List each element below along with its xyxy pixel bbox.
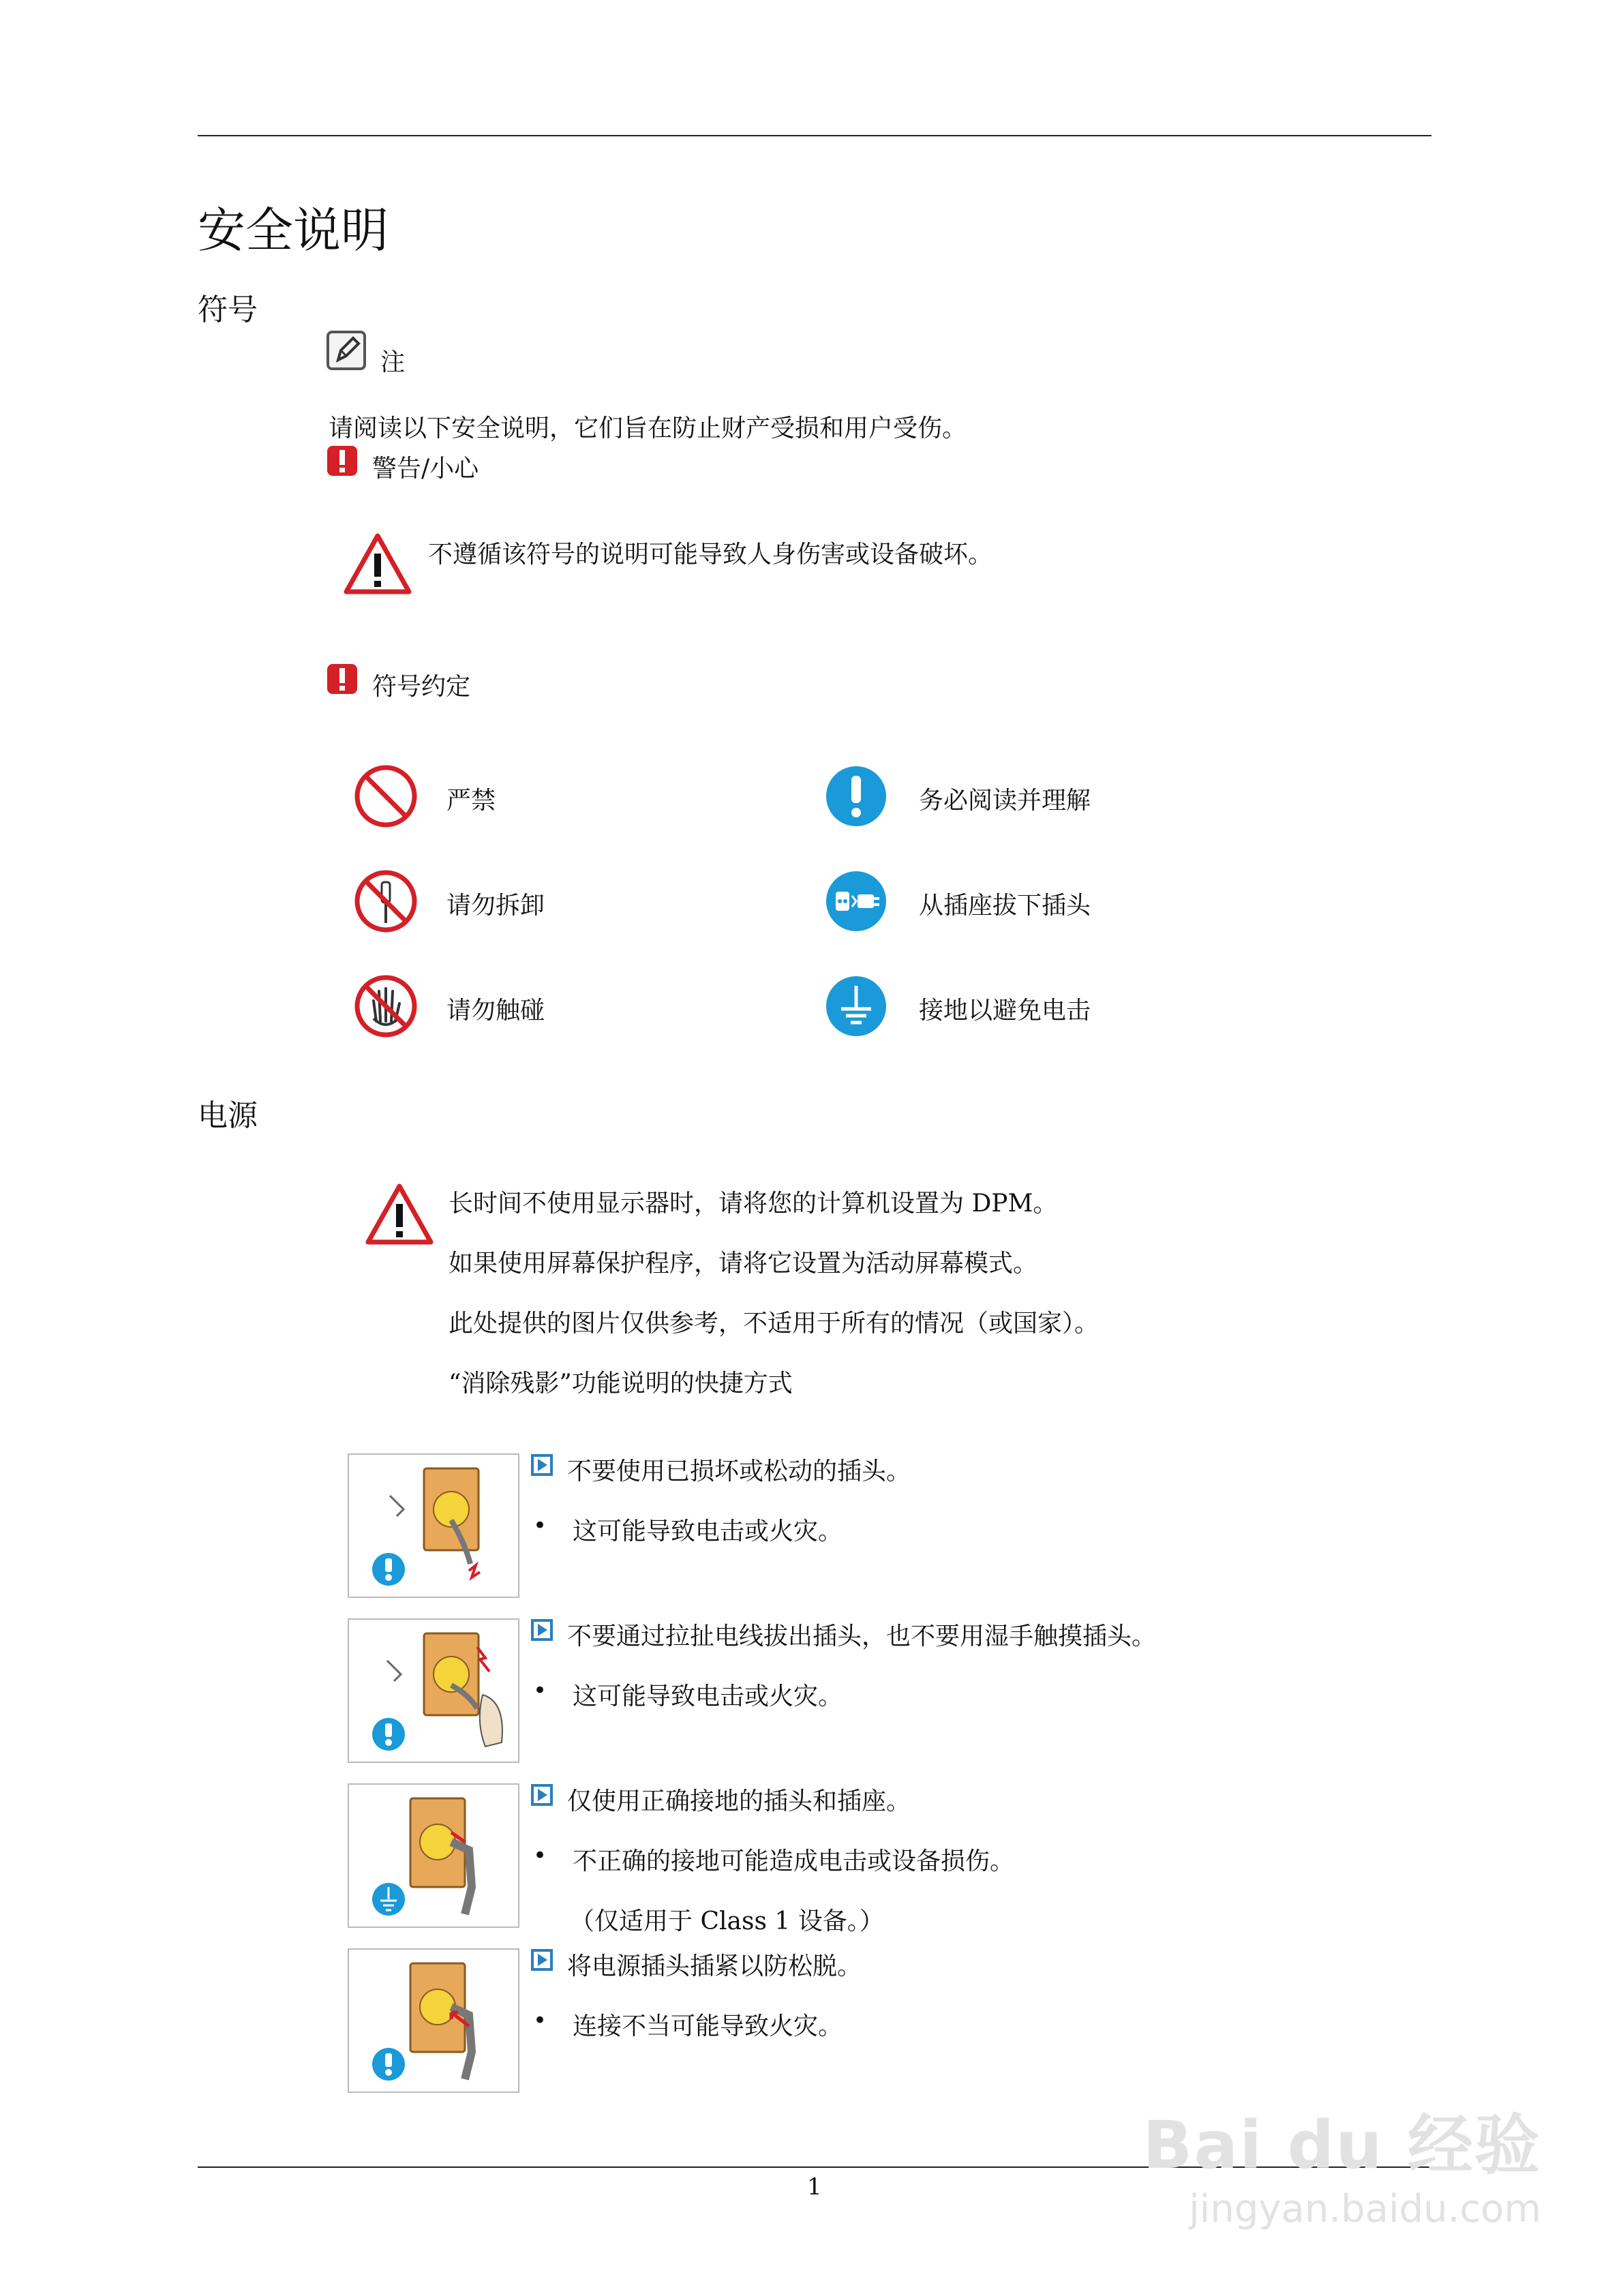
section-heading-symbols: 符号 — [198, 292, 258, 327]
power-item-4-title: 将电源插头插紧以防松脱。 — [567, 1952, 862, 1980]
no-disassembly-icon — [353, 868, 419, 934]
convention-label-unplug: 从插座拔下插头 — [919, 892, 1091, 920]
power-item-1-bullet: 这可能导致电击或火灾。 — [573, 1517, 843, 1545]
illustration-grounded-plug — [348, 1783, 519, 1928]
warning-badge-icon — [326, 444, 359, 477]
illustration-pull-cord — [348, 1618, 519, 1763]
power-item-3-extra: （仅适用于 Class 1 设备。） — [570, 1907, 884, 1935]
power-note-3: 此处提供的图片仅供参考，不适用于所有的情况（或国家）。 — [449, 1310, 1099, 1338]
power-item-1-title: 不要使用已损坏或松动的插头。 — [567, 1457, 911, 1485]
power-item-2-bullet: 这可能导致电击或火灾。 — [573, 1682, 843, 1710]
watermark-url: jingyan.baidu.com — [1189, 2187, 1541, 2231]
illustration-plug-firmly — [348, 1948, 519, 2093]
warning-label: 警告/小心 — [372, 455, 479, 483]
item-arrow-icon — [530, 1783, 553, 1807]
convention-label-no-touch: 请勿触碰 — [446, 997, 545, 1025]
power-note-2: 如果使用屏幕保护程序，请将它设置为活动屏幕模式。 — [449, 1250, 1038, 1278]
must-read-icon — [823, 764, 889, 829]
anti-burn-in-shortcut-link[interactable]: “消除残影”功能说明的快捷方式 — [449, 1370, 793, 1398]
note-label: 注 — [380, 348, 406, 376]
ground-icon — [823, 973, 889, 1039]
prohibited-icon — [353, 764, 419, 829]
warning-text: 不遵循该符号的说明可能导致人身伤害或设备破坏。 — [428, 541, 993, 569]
bullet-icon: • — [533, 1842, 547, 1869]
convention-label-prohibited: 严禁 — [446, 787, 496, 815]
convention-label-must-read: 务必阅读并理解 — [919, 787, 1091, 815]
bullet-icon: • — [533, 1677, 547, 1704]
convention-label-no-disassembly: 请勿拆卸 — [446, 892, 545, 920]
convention-label-ground: 接地以避免电击 — [919, 997, 1091, 1025]
power-item-3-title: 仅使用正确接地的插头和插座。 — [567, 1787, 911, 1815]
intro-text: 请阅读以下安全说明，它们旨在防止财产受损和用户受伤。 — [329, 414, 967, 442]
item-arrow-icon — [530, 1618, 553, 1642]
power-item-4-bullet: 连接不当可能导致火灾。 — [573, 2012, 843, 2040]
power-item-3-bullet: 不正确的接地可能造成电击或设备损伤。 — [573, 1847, 1015, 1875]
header-rule — [198, 135, 1431, 136]
power-item-2-title: 不要通过拉扯电线拔出插头，也不要用湿手触摸插头。 — [567, 1622, 1157, 1650]
page-title: 安全说明 — [198, 202, 389, 258]
item-arrow-icon — [530, 1453, 553, 1477]
bullet-icon: • — [533, 2007, 547, 2034]
watermark-brand: Bai du 经验 — [1142, 2107, 1541, 2184]
bullet-icon: • — [533, 1512, 547, 1539]
power-note-1: 长时间不使用显示器时，请将您的计算机设置为 DPM。 — [449, 1190, 1058, 1218]
caution-triangle-icon — [342, 532, 413, 597]
baidu-watermark — [1142, 2094, 1541, 2231]
no-touch-icon — [353, 973, 419, 1039]
illustration-damaged-plug — [348, 1453, 519, 1598]
unplug-icon — [823, 868, 889, 934]
power-caution-triangle-icon — [364, 1182, 435, 1248]
section-heading-power: 电源 — [198, 1098, 258, 1133]
conventions-label: 符号约定 — [372, 673, 471, 701]
conventions-badge-icon — [326, 663, 359, 695]
page-number: 1 — [807, 2173, 822, 2201]
item-arrow-icon — [530, 1948, 553, 1972]
note-icon — [326, 330, 367, 371]
